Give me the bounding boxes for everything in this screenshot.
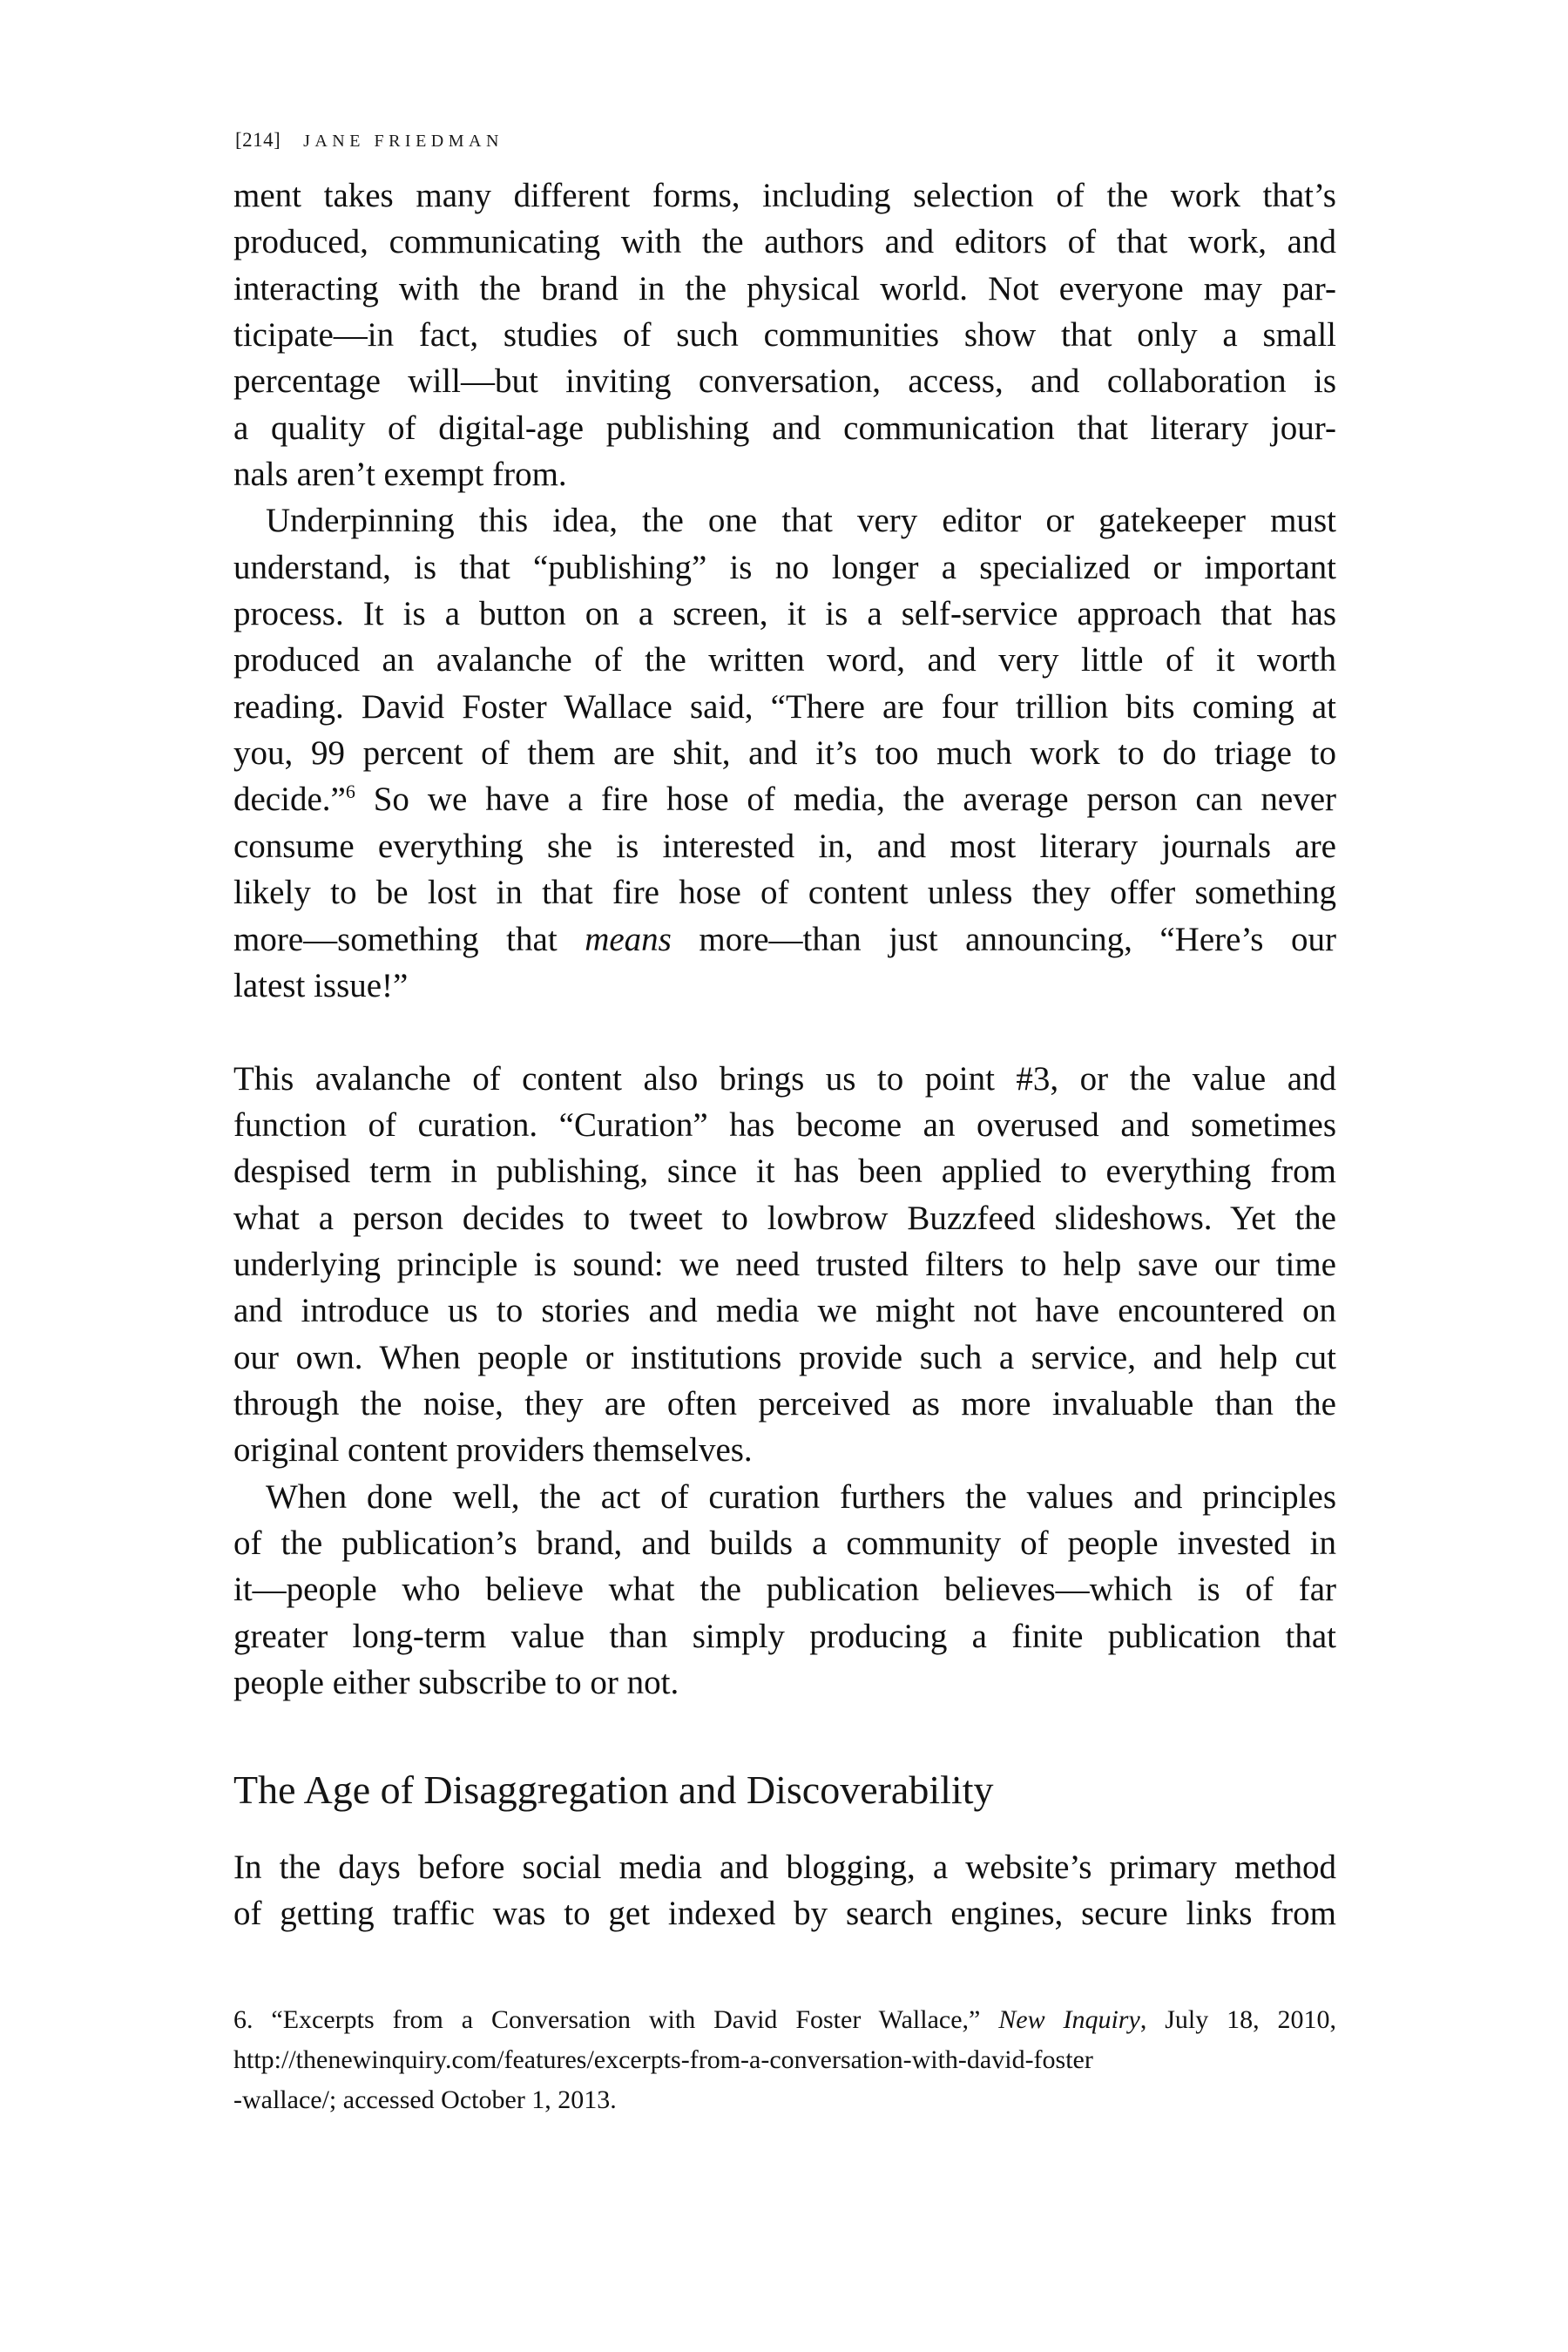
- section-body: [233, 1844, 1336, 1937]
- text-line: it—people who believe what the publication believes—which is of far: [233, 1571, 1336, 1609]
- paragraph: [233, 497, 1336, 1009]
- text-line: produced, communicating with the authors and editors of that work, and: [233, 223, 1336, 261]
- text-line: process. It is a button on a screen, it is a self-service approach that has: [233, 595, 1336, 633]
- text-line: through the noise, they are often perceived as more invaluable than the: [233, 1384, 1336, 1423]
- emphasis-means: means: [585, 920, 672, 958]
- section-heading: The Age of Disaggregation and Discoverability: [233, 1767, 994, 1812]
- text-line: you, 99 percent of them are shit, and it’s too much work to do triage to: [233, 734, 1336, 773]
- footnote-number: 6.: [233, 2005, 253, 2034]
- text-line: our own. When people or institutions provide such a service, and help cut: [233, 1338, 1336, 1376]
- text-run: more—than just announcing, “Here’s our: [671, 920, 1336, 958]
- text-line: ment takes many different forms, including selection of the work that’s: [233, 177, 1336, 214]
- text-line: [233, 916, 1336, 963]
- text-run: more—something that: [233, 920, 585, 958]
- text-line: of the publication’s brand, and builds a community of people invested in: [233, 1524, 1336, 1562]
- footnote-url-line[interactable]: http://thenewinquiry.com/features/excerpts-from-a-conversation-with-david-foster: [233, 2045, 1093, 2074]
- text-line: ticipate—in fact, studies of such communities show that only a small: [233, 316, 1336, 355]
- text-line: percentage will—but inviting conversation, access, and collaboration is: [233, 362, 1336, 401]
- text-line: understand, is that “publishing” is no longer a specialized or important: [233, 548, 1336, 586]
- body-text: [233, 172, 1336, 1706]
- text-line: greater long-term value than simply producing a finite publication that: [233, 1617, 1336, 1655]
- footnote-publication: New Inquiry: [998, 2005, 1140, 2034]
- paragraph: [233, 172, 1336, 497]
- text-line: [233, 776, 1336, 822]
- text-line: latest issue!”: [233, 966, 409, 1004]
- text-line: consume everything she is interested in, and most literary journals are: [233, 827, 1336, 865]
- text-line: This avalanche of content also brings us to point #3, or the value and: [233, 1059, 1336, 1098]
- footnote-text: , July 18, 2010,: [1139, 2005, 1337, 2034]
- text-line: of getting traffic was to get indexed by search engines, secure links from: [233, 1895, 1336, 1933]
- text-line: reading. David Foster Wallace said, “There are four trillion bits coming at: [233, 687, 1336, 726]
- text-line: original content providers themselves.: [233, 1431, 753, 1470]
- text-line: nals aren’t exempt from.: [233, 456, 567, 494]
- running-head-author: JANE FRIEDMAN: [303, 132, 504, 151]
- text-line: and introduce us to stories and media we might not have encountered on: [233, 1292, 1336, 1330]
- text-line: a quality of digital-age publishing and communication that literary jour-: [233, 409, 1336, 447]
- text-line: underlying principle is sound: we need trusted filters to help save our time: [233, 1245, 1336, 1283]
- text-line: interacting with the brand in the physical world. Not everyone may par-: [233, 269, 1336, 308]
- page-number: [214]: [235, 129, 281, 151]
- paragraph: [233, 1844, 1336, 1937]
- text-line: likely to be lost in that fire hose of content unless they offer something: [233, 874, 1336, 912]
- text-line: function of curation. “Curation” has become an overused and sometimes: [233, 1105, 1336, 1144]
- footnote-line: [233, 2000, 1336, 2040]
- text-line: produced an avalanche of the written word, and very little of it worth: [233, 641, 1336, 679]
- text-line: In the days before social media and blogging, a website’s primary method: [233, 1848, 1336, 1886]
- text-line: what a person decides to tweet to lowbrow Buzzfeed slideshows. Yet the: [233, 1199, 1336, 1237]
- text-line: When done well, the act of curation furthers the values and principles: [266, 1477, 1336, 1516]
- footnote-6: [233, 2000, 1336, 2120]
- footnote-reference-6[interactable]: 6: [345, 781, 355, 803]
- text-line: Underpinning this idea, the one that very editor or gatekeeper must: [266, 502, 1336, 540]
- text-run: So we have a fire hose of media, the average person can never: [355, 781, 1336, 819]
- paragraph: [233, 1056, 1336, 1474]
- footnote-line: -wallace/; accessed October 1, 2013.: [233, 2085, 617, 2114]
- text-line: despised term in publishing, since it has been applied to everything from: [233, 1152, 1336, 1191]
- text-line: people either subscribe to or not.: [233, 1664, 679, 1701]
- section-break: [233, 1009, 1336, 1055]
- running-head: [235, 127, 504, 154]
- paragraph: [233, 1474, 1336, 1707]
- text-run: decide.”: [233, 781, 346, 819]
- footnote-text: “Excerpts from a Conversation with David Foster Wallace,”: [271, 2005, 981, 2034]
